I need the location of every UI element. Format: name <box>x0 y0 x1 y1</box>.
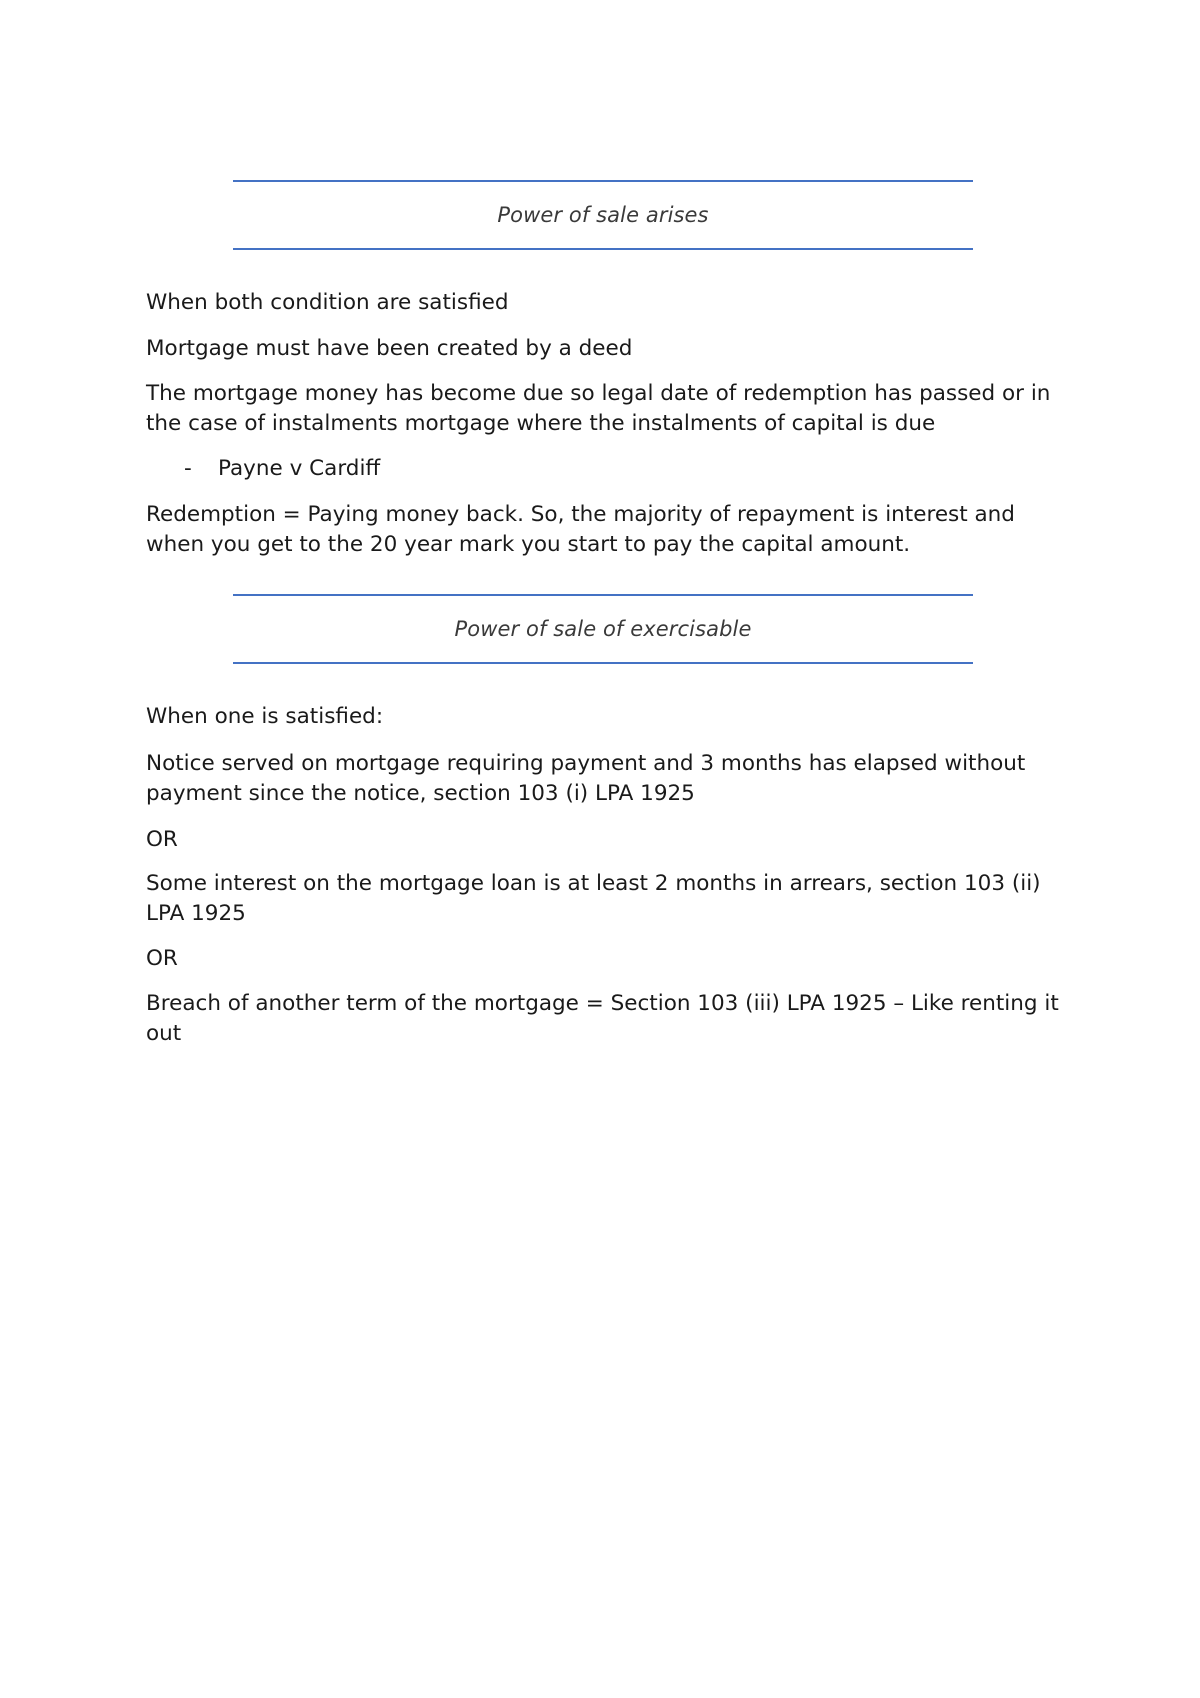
paragraph-or-1: OR <box>146 827 178 852</box>
paragraph-redemption-note: Redemption = Paying money back. So, the majority of repayment is interest and when you get to the 20 year mark you start to pay the capital amount. <box>146 502 1015 557</box>
heading-text: Power of sale of exercisable <box>454 617 752 641</box>
paragraph-one-satisfied: When one is satisfied: <box>146 704 384 729</box>
paragraph-created-by-deed: Mortgage must have been created by a deed <box>146 336 633 361</box>
section-heading-power-of-sale-exercisable <box>233 594 973 664</box>
bullet-marker: - <box>184 456 192 481</box>
heading-text: Power of sale arises <box>497 203 709 227</box>
paragraph-or-2: OR <box>146 946 178 971</box>
paragraph-money-due: The mortgage money has become due so legal date of redemption has passed or in the case of instalments mortgage where the instalments of capital is due <box>146 381 1051 436</box>
bullet-text: Payne v Cardiff <box>218 456 381 481</box>
paragraph-condition-arrears: Some interest on the mortgage loan is at least 2 months in arrears, section 103 (ii) LPA 1925 <box>146 871 1041 926</box>
section-heading-power-of-sale-arises <box>233 180 973 250</box>
paragraph-both-conditions: When both condition are satisfied <box>146 290 509 315</box>
paragraph-condition-breach: Breach of another term of the mortgage = Section 103 (iii) LPA 1925 – Like renting it out <box>146 991 1059 1046</box>
paragraph-condition-notice: Notice served on mortgage requiring payment and 3 months has elapsed without payment since the notice, section 103 (i) LPA 1925 <box>146 751 1026 806</box>
bullet-item-case <box>184 454 380 484</box>
